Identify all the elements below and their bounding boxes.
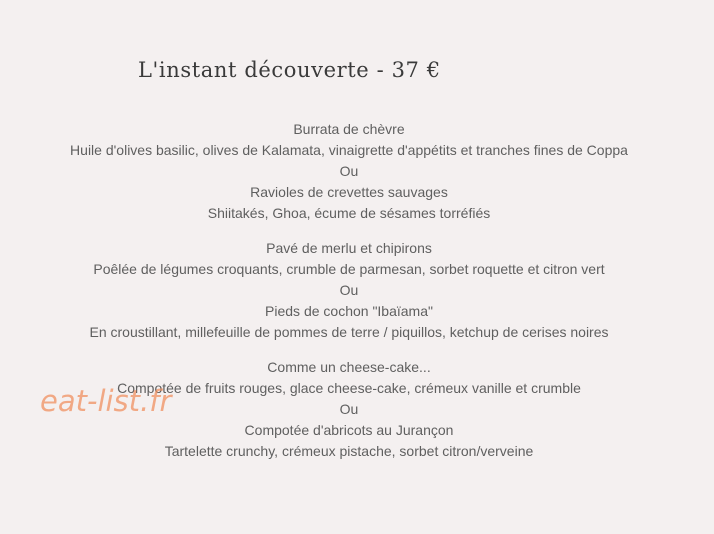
dish-name: Pieds de cochon "Ibaïama" <box>265 303 433 319</box>
menu-or-separator: Ou <box>339 401 359 417</box>
menu-or-separator: Ou <box>339 282 359 298</box>
dish-description: En croustillant, millefeuille de pommes de terre / piquillos, ketchup de cerises noires <box>89 324 609 340</box>
dish-name: Burrata de chèvre <box>293 121 405 137</box>
dish-description: Huile d'olives basilic, olives de Kalamata, vinaigrette d'appétits et tranches fines de Coppa <box>70 142 628 158</box>
dish-name: Compotée d'abricots au Jurançon <box>244 422 454 438</box>
menu-section-mains <box>0 238 698 343</box>
menu-or-separator: Ou <box>339 163 359 179</box>
menu-section-starters <box>0 119 698 224</box>
dish-description: Tartelette crunchy, crémeux pistache, sorbet citron/verveine <box>164 443 534 459</box>
watermark-logo: eat-list.fr <box>40 384 172 418</box>
dish-name: Ravioles de crevettes sauvages <box>250 184 448 200</box>
dish-description: Shiitakés, Ghoa, écume de sésames torréfiés <box>207 205 491 221</box>
dish-name: Comme un cheese-cake... <box>267 359 431 375</box>
dish-description: Poêlée de légumes croquants, crumble de parmesan, sorbet roquette et citron vert <box>93 261 605 277</box>
dish-name: Pavé de merlu et chipirons <box>266 240 432 256</box>
dish-description: Compotée de fruits rouges, glace cheese-cake, crémeux vanille et crumble <box>117 380 581 396</box>
menu-title: L'instant découverte - 37 € <box>138 58 441 82</box>
